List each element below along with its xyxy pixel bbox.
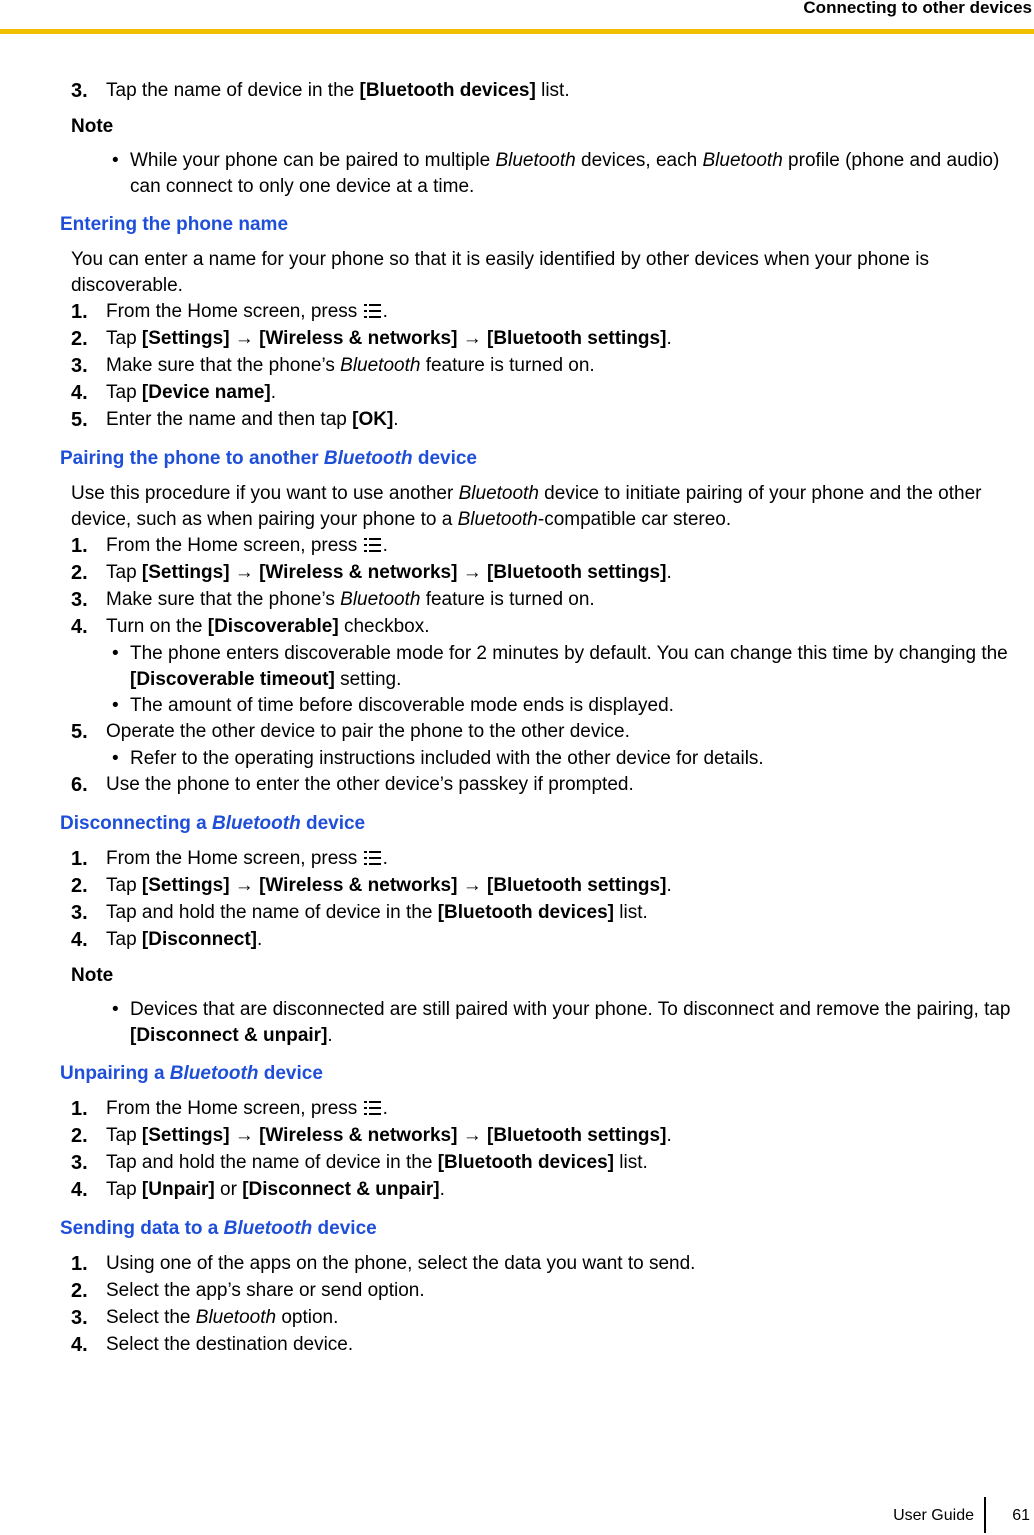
menu-icon: [363, 536, 383, 554]
step: 3. Tap and hold the name of device in the [Bluetooth devices] list.: [71, 902, 648, 924]
page-header-title: Connecting to other devices: [803, 0, 1032, 17]
step: 2. Tap [Settings] → [Wireless & networks] → [Bluetooth settings].: [71, 1125, 672, 1147]
step: 1. From the Home screen, press .: [71, 535, 388, 557]
step: 3. Tap the name of device in the [Bluetooth devices] list.: [71, 80, 570, 102]
step: 6. Use the phone to enter the other device’s passkey if prompted.: [71, 774, 634, 796]
step: 2. Tap [Settings] → [Wireless & networks] → [Bluetooth settings].: [71, 562, 672, 584]
step: 1. From the Home screen, press .: [71, 1098, 388, 1120]
section-paragraph: You can enter a name for your phone so that it is easily identified by other devices when your phone is discoverable.: [71, 249, 929, 296]
section-heading: Disconnecting a Bluetooth device: [60, 813, 366, 834]
section-heading: Unpairing a Bluetooth device: [60, 1063, 323, 1084]
step-bullet: • Refer to the operating instructions included with the other device for details.: [60, 746, 1034, 772]
step-bullet: • The amount of time before discoverable mode ends is displayed.: [60, 693, 1034, 719]
step: 5. Operate the other device to pair the phone to the other device.: [71, 721, 630, 743]
section-heading: Sending data to a Bluetooth device: [60, 1218, 377, 1239]
header-rule: [0, 29, 1034, 34]
bullet-icon: •: [112, 150, 119, 171]
step: 2. Tap [Settings] → [Wireless & networks] → [Bluetooth settings].: [71, 328, 672, 350]
section-paragraph: Use this procedure if you want to use another Bluetooth device to initiate pairing of your phone and the other device, such as when pairing your phone to a Bluetooth-compatible car stereo.: [71, 483, 982, 530]
step: 5. Enter the name and then tap [OK].: [71, 409, 399, 431]
footer-label: User Guide: [893, 1507, 974, 1524]
step: 1. Using one of the apps on the phone, select the data you want to send.: [71, 1253, 696, 1275]
step-number: 3.: [71, 80, 88, 102]
bullet-icon: •: [112, 695, 119, 716]
step: 4. Turn on the [Discoverable] checkbox.: [71, 616, 430, 638]
menu-icon: [363, 849, 383, 867]
note-bullet: • Devices that are disconnected are still paired with your phone. To disconnect and remove the pairing, tap [Disconnect & unpair].: [112, 999, 1011, 1046]
step: 1. From the Home screen, press .: [71, 301, 388, 323]
footer-divider: [984, 1497, 986, 1533]
page-content: [60, 78, 1034, 1359]
step: 2. Select the app’s share or send option.: [71, 1280, 425, 1302]
step: 4. Tap [Device name].: [71, 382, 277, 404]
note-label: Note: [71, 116, 114, 137]
note-bullet: • While your phone can be paired to multiple Bluetooth devices, each Bluetooth profile (phone and audio) can connect to only one device at a time.: [112, 150, 1000, 197]
note-label: Note: [71, 965, 114, 986]
step: 1. From the Home screen, press .: [71, 848, 388, 870]
section-heading: Pairing the phone to another Bluetooth device: [60, 448, 477, 469]
bullet-icon: •: [112, 999, 119, 1020]
bullet-icon: •: [112, 643, 119, 664]
step-bullet: • The phone enters discoverable mode for 2 minutes by default. You can change this time by changing the [Discoverable timeout] setting.: [112, 643, 1008, 690]
page-footer: [0, 1497, 1034, 1535]
step: 4. Tap [Unpair] or [Disconnect & unpair].: [71, 1179, 445, 1201]
menu-icon: [363, 302, 383, 320]
step: 3. Tap and hold the name of device in the [Bluetooth devices] list.: [71, 1152, 648, 1174]
step: 4. Select the destination device.: [71, 1334, 354, 1356]
step: 2. Tap [Settings] → [Wireless & networks] → [Bluetooth settings].: [71, 875, 672, 897]
menu-icon: [363, 1099, 383, 1117]
bullet-icon: •: [112, 748, 119, 769]
section-heading: Entering the phone name: [60, 214, 289, 235]
step: 3. Make sure that the phone’s Bluetooth feature is turned on.: [71, 589, 595, 611]
step: 3. Select the Bluetooth option.: [71, 1307, 339, 1329]
step: 4. Tap [Disconnect].: [71, 929, 263, 951]
page-number: 61: [1012, 1507, 1030, 1524]
step: 3. Make sure that the phone’s Bluetooth feature is turned on.: [71, 355, 595, 377]
